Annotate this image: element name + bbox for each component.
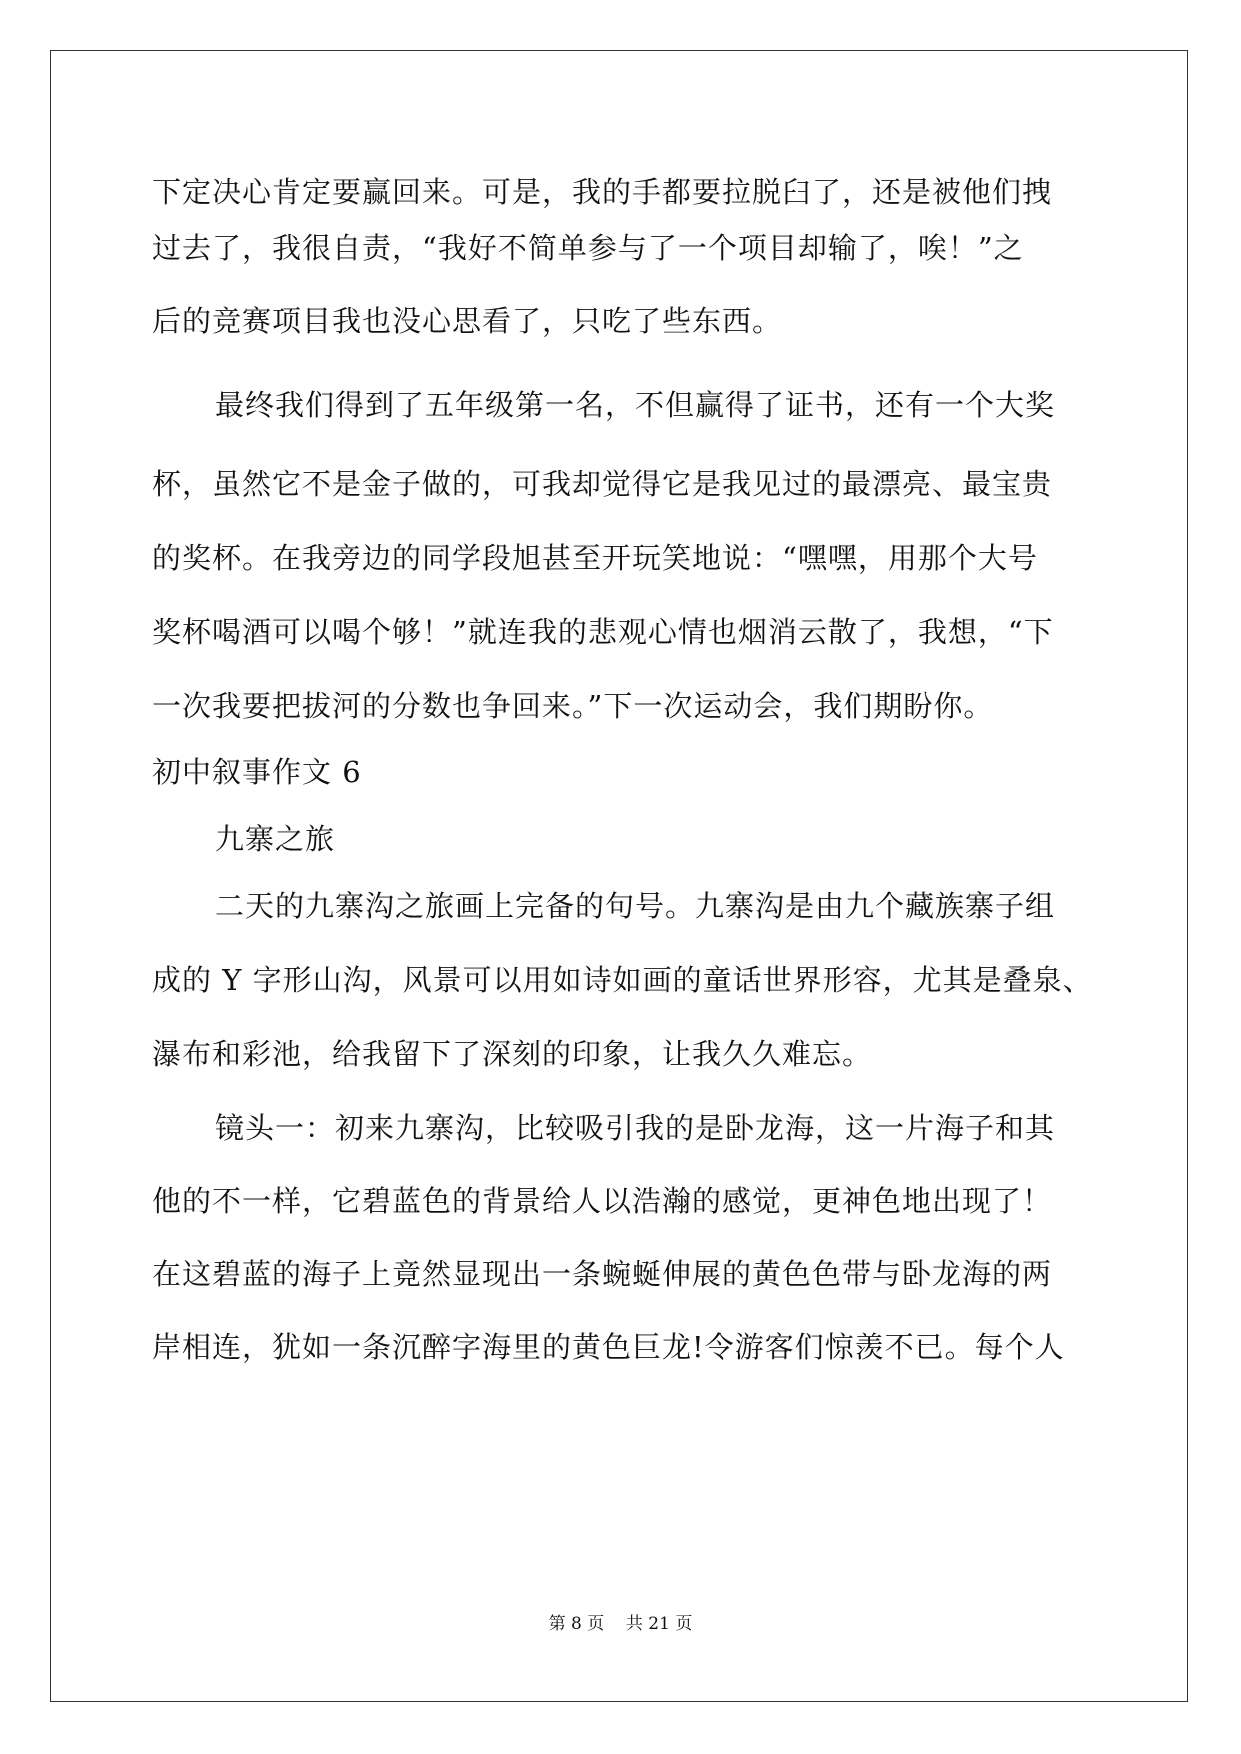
body-line: 一次我要把拔河的分数也争回来。”下一次运动会，我们期盼你。 [152, 689, 994, 723]
body-line: 镜头一：初来九寨沟，比较吸引我的是卧龙海，这一片海子和其 [215, 1111, 1056, 1145]
page-number-footer: 第 8 页 共 21 页 [548, 1614, 693, 1634]
body-line: 最终我们得到了五年级第一名，不但赢得了证书，还有一个大奖 [215, 388, 1056, 422]
body-line: 成的 Y 字形山沟，风景可以用如诗如画的童话世界形容，尤其是叠泉、 [152, 963, 1093, 997]
body-line: 在这碧蓝的海子上竟然显现出一条蜿蜒伸展的黄色色带与卧龙海的两 [152, 1257, 1053, 1291]
body-line: 过去了，我很自责，“我好不简单参与了一个项目却输了，唉！”之 [152, 231, 1024, 265]
section-heading: 初中叙事作文 6 [152, 755, 362, 789]
body-line: 奖杯喝酒可以喝个够！”就连我的悲观心情也烟消云散了，我想，“下 [152, 615, 1054, 649]
body-line: 二天的九寨沟之旅画上完备的句号。九寨沟是由九个藏族寨子组 [215, 889, 1056, 923]
page-border [50, 50, 1188, 1702]
body-line: 后的竞赛项目我也没心思看了，只吃了些东西。 [152, 304, 783, 338]
body-line: 他的不一样，它碧蓝色的背景给人以浩瀚的感觉，更神色地出现了！ [152, 1184, 1053, 1218]
body-line: 的奖杯。在我旁边的同学段旭甚至开玩笑地说：“嘿嘿，用那个大号 [152, 541, 1038, 575]
body-line: 杯，虽然它不是金子做的，可我却觉得它是我见过的最漂亮、最宝贵 [152, 467, 1053, 501]
body-line: 岸相连，犹如一条沉醉字海里的黄色巨龙!令游客们惊羡不已。每个人 [152, 1330, 1065, 1364]
body-line: 瀑布和彩池，给我留下了深刻的印象，让我久久难忘。 [152, 1037, 873, 1071]
body-line: 下定决心肯定要赢回来。可是，我的手都要拉脱臼了，还是被他们拽 [152, 175, 1053, 209]
essay-title: 九寨之旅 [215, 822, 336, 856]
